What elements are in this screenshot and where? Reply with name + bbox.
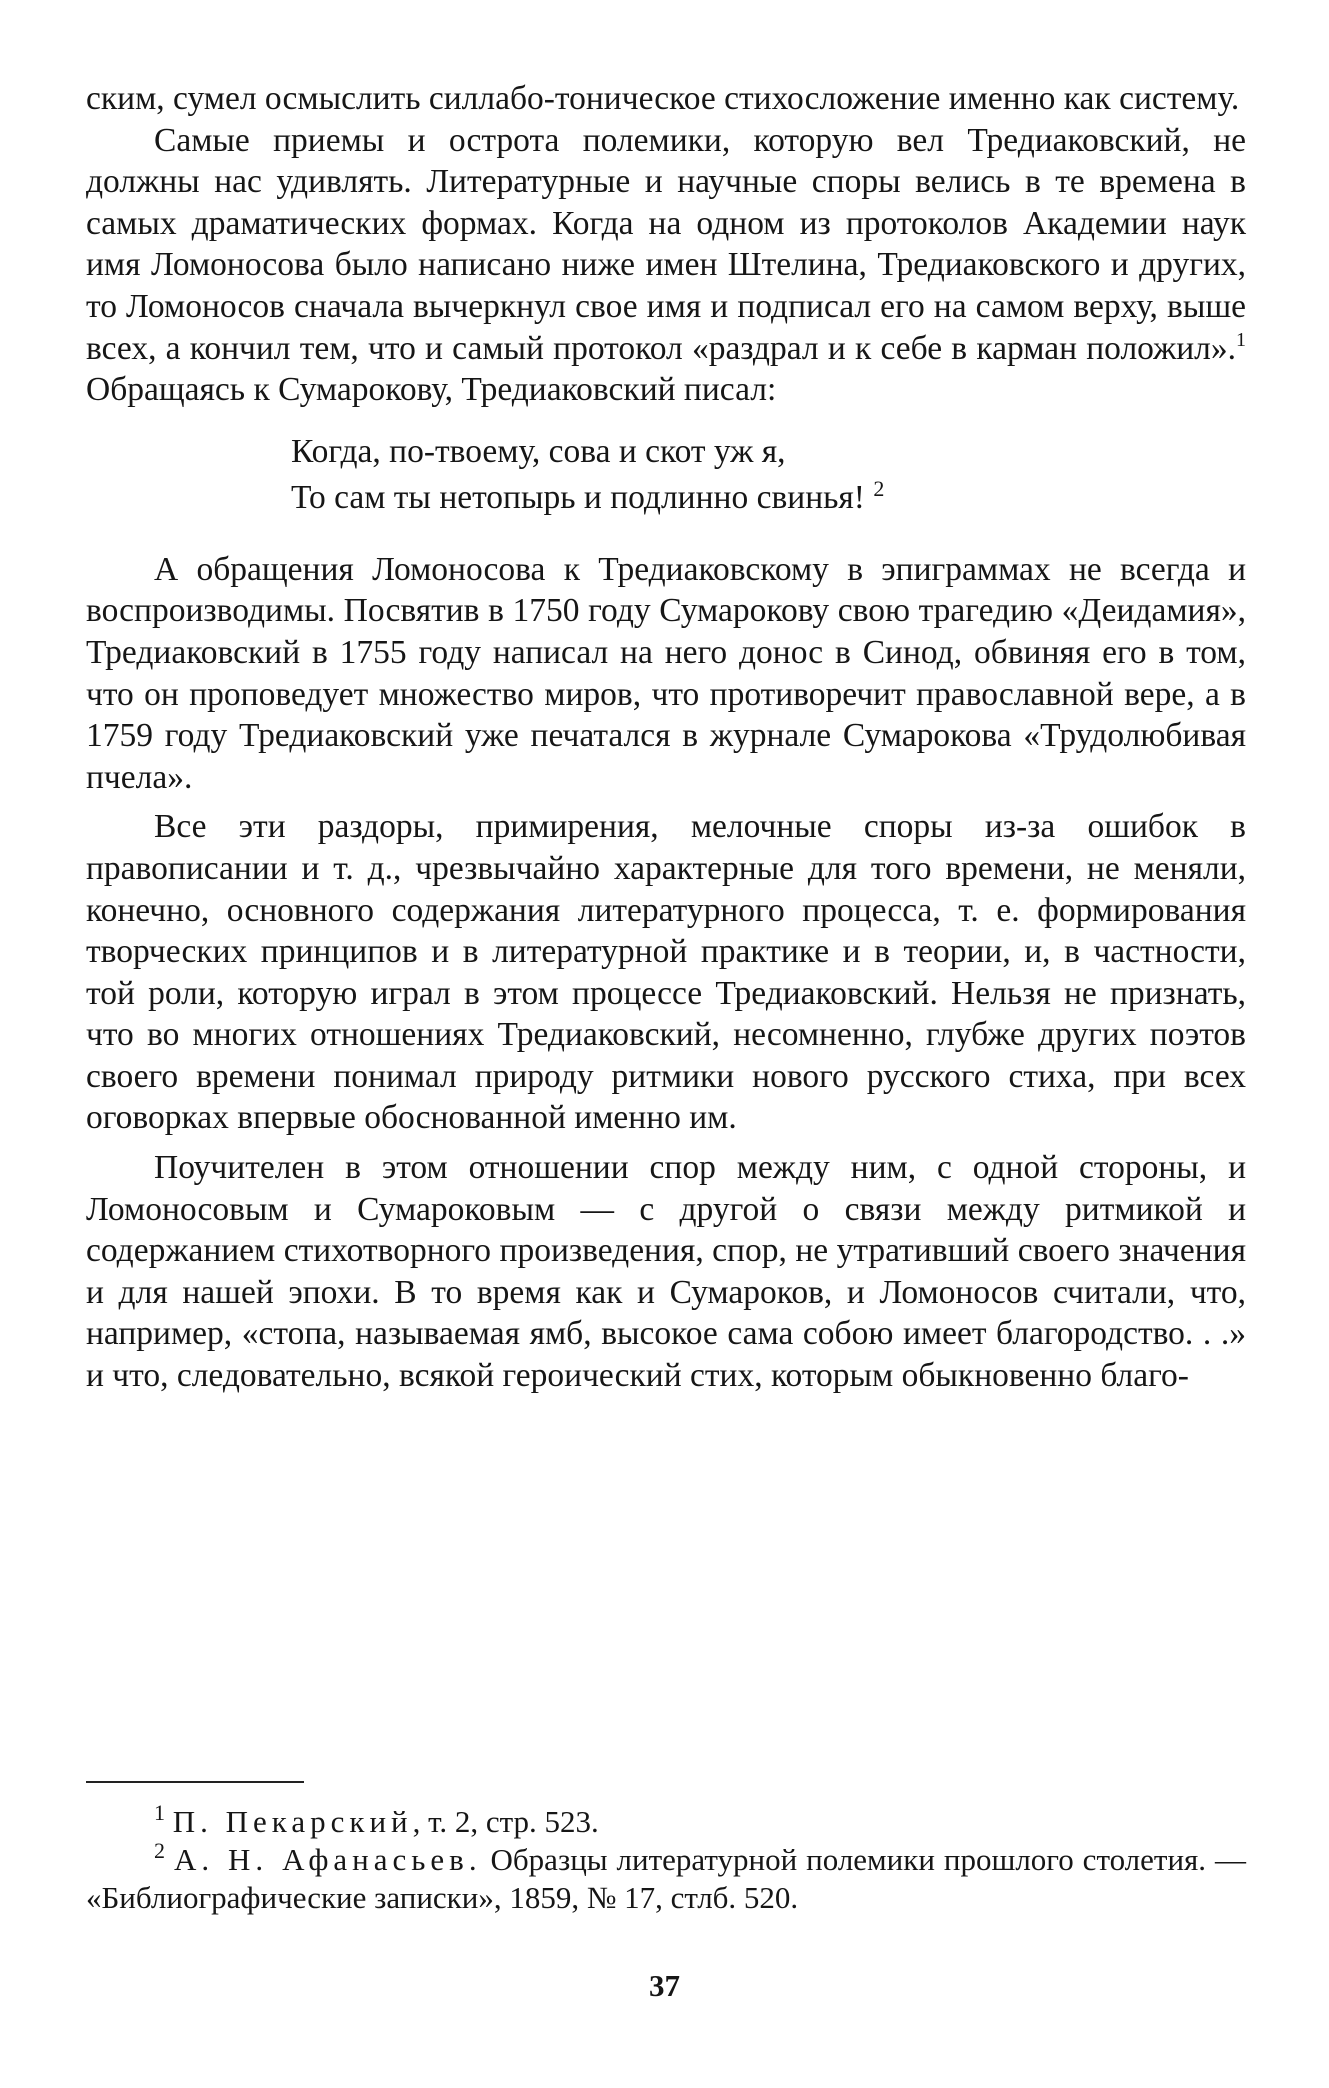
footnote-ref-2: 2	[873, 475, 885, 501]
footnote-ref-1: 1	[1236, 328, 1246, 351]
footnotes	[86, 1800, 1246, 1917]
paragraph-quarrels: Все эти раздоры, примирения, мелочные споры из-за ошибок в правописании и т. д., чрезвычайно характерные для того времени, не меняли, конечно, основного содержания литературного процесса, т. е. формирования творческих принципов и в литературной практике и в теории, и, в частности, той роли, которую играл в этом процессе Тредиаковский. Нельзя не признать, что во многих отношениях Тредиаковский, несомненно, глубже других поэтов своего времени понимал природу ритмики нового русского стиха, при всех оговорках впервые обоснованной именно им.	[86, 808, 1246, 1137]
paragraph-polemics	[86, 120, 1246, 411]
footnote-1-mark: 1	[154, 1800, 165, 1825]
paragraph-polemics-tail: Обращаясь к Сумарокову, Тредиаковский писал:	[86, 371, 777, 409]
paragraph-epigrams: А обращения Ломоносова к Тредиаковскому в эпиграммах не всегда и воспроизводимы. Посвятив в 1750 году Сумарокову свою трагедию «Деидамия», Тредиаковский в 1755 году написал на него донос в Синод, обвиняя его в том, что он проповедует множество миров, что противоречит православной вере, а в 1759 году Тредиаковский уже печатался в журнале Сумарокова «Трудолюбивая пчела».	[86, 550, 1246, 796]
footnote-2-mark: 2	[154, 1838, 165, 1863]
page-number: 37	[649, 1968, 680, 2003]
paragraph-continuation: ским, сумел осмыслить силлабо-тоническое стихосложение именно как систему.	[86, 80, 1240, 117]
footnote-2	[86, 1838, 1246, 1917]
verse-line-2	[291, 475, 1246, 521]
footnote-1-text: , т. 2, стр. 523.	[412, 1804, 599, 1839]
page-body	[86, 78, 1246, 1397]
footnote-2-author: А. Н. Афанасьев.	[173, 1842, 482, 1877]
footnote-1	[86, 1800, 1246, 1841]
epigram-verse	[291, 429, 1246, 521]
verse-line-1: Когда, по-твоему, сова и скот уж я,	[291, 432, 786, 470]
verse-line-2-text: То сам ты нетопырь и подлинно свинья!	[291, 478, 865, 516]
paragraph-dispute: Поучителен в этом отношении спор между ним, с одной стороны, и Ломоносовым и Сумароковым — с другой о связи между ритмикой и содержанием стихотворного произведения, спор, не утративший своего значения и для нашей эпохи. В то время как и Сумароков, и Ломоносов считали, что, например, «стопа, называемая ямб, высокое сама собою имеет благородство. . .» и что, следовательно, всякой героический стих, которым обыкновенно благо-	[86, 1149, 1246, 1395]
footnote-2-text: Образцы литературной полемики прошлого столетия. — «Библиографические записки», 1859, № 17, стлб. 520.	[86, 1842, 1246, 1915]
paragraph-polemics-text: Самые приемы и острота полемики, которую вел Тредиаковский, не должны нас удивлять. Литературные и научные споры велись в те времена в самых драматических формах. Когда на одном из протоколов Академии наук имя Ломоносова было написано ниже имен Штелина, Тредиаковского и других, то Ломоносов сначала вычеркнул свое имя и подписал его на самом верху, выше всех, а кончил тем, что и самый протокол «раздрал и к себе в карман положил».	[86, 121, 1246, 367]
footnote-divider	[86, 1781, 304, 1783]
footnote-1-author: П. Пекарский	[172, 1804, 413, 1839]
